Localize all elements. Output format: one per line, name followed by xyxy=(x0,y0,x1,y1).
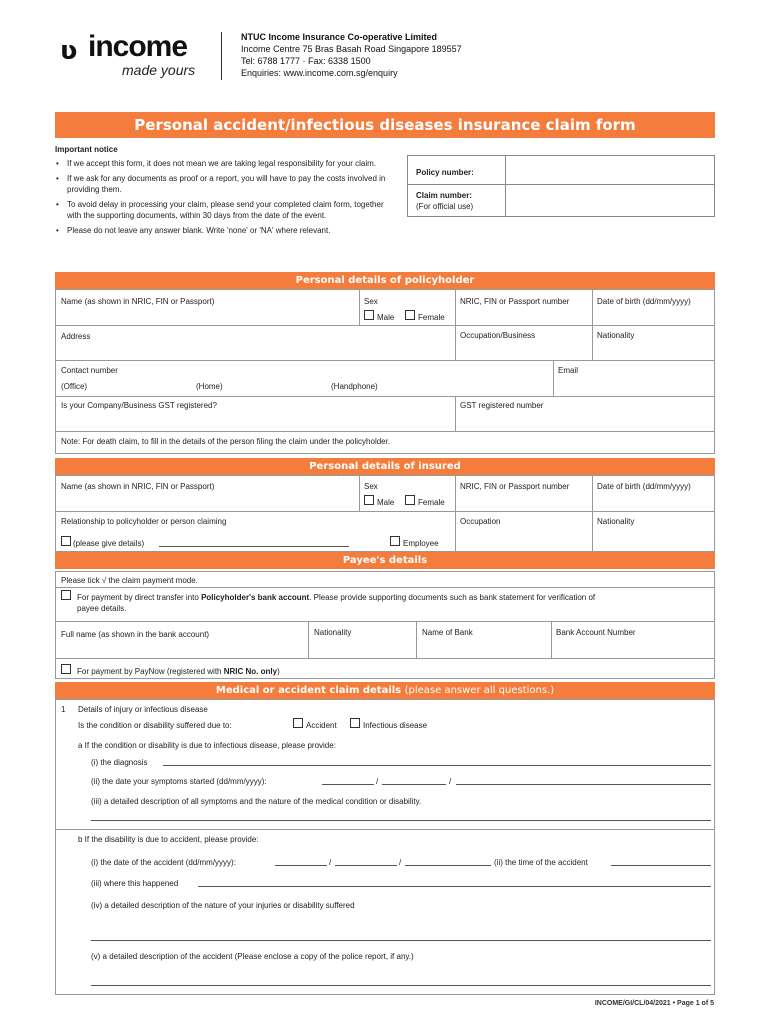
q1-number: 1 xyxy=(61,705,66,714)
claim-number-note: (For official use) xyxy=(416,202,474,211)
a-ii-label: (ii) the date your symptoms started (dd/mm/yyyy): xyxy=(91,777,267,786)
payee-account-label: Bank Account Number xyxy=(556,628,636,637)
q1-text: Details of injury or infectious disease xyxy=(78,705,208,714)
b-iv-label: (iv) a detailed description of the nature of your injuries or disability suffered xyxy=(91,901,355,910)
income-logo-mark: ʋ xyxy=(60,36,77,66)
injuries-description-line[interactable] xyxy=(91,940,711,941)
symptoms-description-line[interactable] xyxy=(91,820,711,821)
q1-due-to: Is the condition or disability suffered due to: xyxy=(78,721,232,730)
payee-col-divider xyxy=(308,621,309,658)
ph-col-divider xyxy=(455,396,456,431)
ph-col-divider xyxy=(455,289,456,360)
company-enquiries: Enquiries: www.income.com.sg/enquiry xyxy=(241,68,398,78)
b-i-label: (i) the date of the accident (dd/mm/yyyy): xyxy=(91,858,236,867)
ph-occupation-label: Occupation/Business xyxy=(460,331,536,340)
ph-office-label: (Office) xyxy=(61,382,88,391)
logo-tagline: made yours xyxy=(122,62,196,78)
company-address: Income Centre 75 Bras Basah Road Singapore 189557 xyxy=(241,44,462,54)
ph-col-divider xyxy=(553,360,554,396)
payee-bank-checkbox[interactable] xyxy=(61,590,71,600)
page-footer: INCOME/GI/CL/04/2021 • Page 1 of 5 xyxy=(594,1000,714,1007)
ph-gst-question: Is your Company/Business GST registered? xyxy=(61,401,217,410)
a-i-label: (i) the diagnosis xyxy=(91,758,148,767)
notice-item: • If we ask for any documents as proof or a report, you will have to pay the costs involved in providing them. xyxy=(55,173,395,195)
ph-col-divider xyxy=(592,289,593,360)
ph-row-divider xyxy=(55,431,715,432)
ins-female-checkbox[interactable] xyxy=(405,495,415,505)
ins-row-divider xyxy=(55,511,715,512)
policyholder-section-title: Personal details of policyholder xyxy=(55,272,715,289)
ins-give-details-label: (please give details) xyxy=(73,539,145,548)
infectious-label: Infectious disease xyxy=(363,721,428,730)
company-info xyxy=(241,31,462,79)
payee-fullname-label: Full name (as shown in the bank account) xyxy=(61,630,210,639)
ph-col-divider xyxy=(359,289,360,325)
payee-paynow-pre: For payment by PayNow (registered with xyxy=(77,667,224,676)
payee-paynow-checkbox[interactable] xyxy=(61,664,71,674)
b-ii-label: (ii) the time of the accident xyxy=(494,858,588,867)
symptom-month-line[interactable] xyxy=(382,784,446,785)
ph-home-label: (Home) xyxy=(196,382,223,391)
ph-male-label: Male xyxy=(377,313,395,322)
ins-nationality-label: Nationality xyxy=(597,517,635,526)
notice-list xyxy=(55,158,395,240)
ph-address-label: Address xyxy=(61,332,91,341)
ph-email-label: Email xyxy=(558,366,579,375)
company-tel: Tel: 6788 1777 · Fax: 6338 1500 xyxy=(241,56,371,66)
income-logo-text: income xyxy=(88,30,188,63)
form-title: Personal accident/infectious diseases insurance claim form xyxy=(55,112,715,138)
company-name: NTUC Income Insurance Co-operative Limited xyxy=(241,32,438,42)
ins-male-checkbox[interactable] xyxy=(364,495,374,505)
ins-col-divider xyxy=(592,475,593,552)
accident-checkbox[interactable] xyxy=(293,718,303,728)
ph-sex-label: Sex xyxy=(364,297,378,306)
ph-death-claim-note: Note: For death claim, to fill in the details of the person filing the claim under the policyholder. xyxy=(61,437,391,446)
symptom-day-line[interactable] xyxy=(322,784,374,785)
ph-handphone-label: (Handphone) xyxy=(331,382,378,391)
payee-paynow-bold: NRIC No. only xyxy=(223,667,278,676)
ph-nric-label: NRIC, FIN or Passport number xyxy=(460,297,570,306)
header-divider xyxy=(221,32,222,80)
ins-name-label: Name (as shown in NRIC, FIN or Passport) xyxy=(61,482,215,491)
ph-nationality-label: Nationality xyxy=(597,331,635,340)
a-ii-slash: / xyxy=(376,777,379,786)
medical-section-title xyxy=(55,682,715,699)
medical-title-bold: Medical or accident claim details xyxy=(215,685,402,696)
accident-year-line[interactable] xyxy=(405,865,491,866)
payee-section-title: Payee's details xyxy=(55,552,715,569)
a-ii-slash-2: / xyxy=(449,777,452,786)
payee-bank-name-label: Name of Bank xyxy=(422,628,473,637)
ph-female-label: Female xyxy=(418,313,445,322)
payee-bank-option-pre: For payment by direct transfer into xyxy=(77,593,202,602)
accident-location-line[interactable] xyxy=(198,886,711,887)
payee-instruction: Please tick √ the claim payment mode. xyxy=(61,576,198,585)
ph-name-label: Name (as shown in NRIC, FIN or Passport) xyxy=(61,297,215,306)
ph-row-divider xyxy=(55,360,715,361)
ins-sex-label: Sex xyxy=(364,482,378,491)
policy-number-label: Policy number: xyxy=(416,168,474,177)
insured-section-title: Personal details of insured xyxy=(55,458,715,475)
payee-row-divider xyxy=(55,658,715,659)
payee-nationality-label: Nationality xyxy=(314,628,352,637)
ins-employee-label: Employee xyxy=(403,539,439,548)
ph-dob-label: Date of birth (dd/mm/yyyy) xyxy=(597,297,691,306)
b-text: b If the disability is due to accident, please provide: xyxy=(78,835,259,844)
notice-item: • Please do not leave any answer blank. Write 'none' or 'NA' where relevant. xyxy=(55,225,395,236)
infectious-checkbox[interactable] xyxy=(350,718,360,728)
ph-row-divider xyxy=(55,396,715,397)
payee-bank-option-bold: Policyholder's bank account xyxy=(201,593,310,602)
notice-heading: Important notice xyxy=(55,145,118,154)
medical-row-divider xyxy=(55,829,715,830)
ins-relationship-label: Relationship to policyholder or person claiming xyxy=(61,517,227,526)
accident-description-line[interactable] xyxy=(91,985,711,986)
ins-occupation-label: Occupation xyxy=(460,517,501,526)
payee-row-divider xyxy=(55,587,715,588)
b-i-slash-2: / xyxy=(399,858,402,867)
claim-number-label: Claim number: xyxy=(416,191,473,200)
ins-dob-label: Date of birth (dd/mm/yyyy) xyxy=(597,482,691,491)
ins-male-label: Male xyxy=(377,498,395,507)
ins-other-checkbox[interactable] xyxy=(61,536,71,546)
accident-month-line[interactable] xyxy=(335,865,397,866)
ph-row-divider xyxy=(55,325,715,326)
payee-paynow-option xyxy=(77,667,280,676)
diagnosis-line[interactable] xyxy=(163,765,711,766)
ph-male-checkbox[interactable] xyxy=(364,310,374,320)
ins-employee-checkbox[interactable] xyxy=(390,536,400,546)
ph-contact-label: Contact number xyxy=(61,366,118,375)
symptom-year-line[interactable] xyxy=(456,784,711,785)
payee-bank-option xyxy=(77,593,595,602)
accident-label: Accident xyxy=(306,721,337,730)
notice-item: • If we accept this form, it does not mean we are taking legal responsibility for your claim. xyxy=(55,158,395,169)
b-v-label: (v) a detailed description of the accident (Please enclose a copy of the police report, if any.) xyxy=(91,952,414,961)
b-i-slash: / xyxy=(329,858,332,867)
ph-gst-number-label: GST registered number xyxy=(460,401,544,410)
b-iii-label: (iii) where this happened xyxy=(91,879,179,888)
medical-title-note: (please answer all questions.) xyxy=(404,685,555,696)
payee-paynow-post: ) xyxy=(277,667,280,676)
accident-day-line[interactable] xyxy=(275,865,327,866)
ins-col-divider xyxy=(359,475,360,511)
ins-nric-label: NRIC, FIN or Passport number xyxy=(460,482,570,491)
accident-time-line[interactable] xyxy=(611,865,711,866)
policy-claim-box xyxy=(407,155,715,217)
payee-bank-option-line2: payee details. xyxy=(77,604,127,613)
payee-col-divider xyxy=(416,621,417,658)
ins-female-label: Female xyxy=(418,498,445,507)
a-iii-label: (iii) a detailed description of all symptoms and the nature of the medical condition or disability. xyxy=(91,797,422,806)
payee-row-divider xyxy=(55,621,715,622)
policy-box-divider xyxy=(505,156,506,216)
a-text: a If the condition or disability is due to infectious disease, please provide: xyxy=(78,741,336,750)
ins-col-divider xyxy=(455,475,456,552)
ins-details-line[interactable] xyxy=(159,546,349,547)
notice-item: • To avoid delay in processing your claim, please send your completed claim form, together with the supporting documents, within 30 days from the date of the event. xyxy=(55,199,395,221)
payee-col-divider xyxy=(551,621,552,658)
ph-female-checkbox[interactable] xyxy=(405,310,415,320)
payee-bank-option-post: . Please provide supporting documents such as bank statement for verification of xyxy=(309,593,596,602)
